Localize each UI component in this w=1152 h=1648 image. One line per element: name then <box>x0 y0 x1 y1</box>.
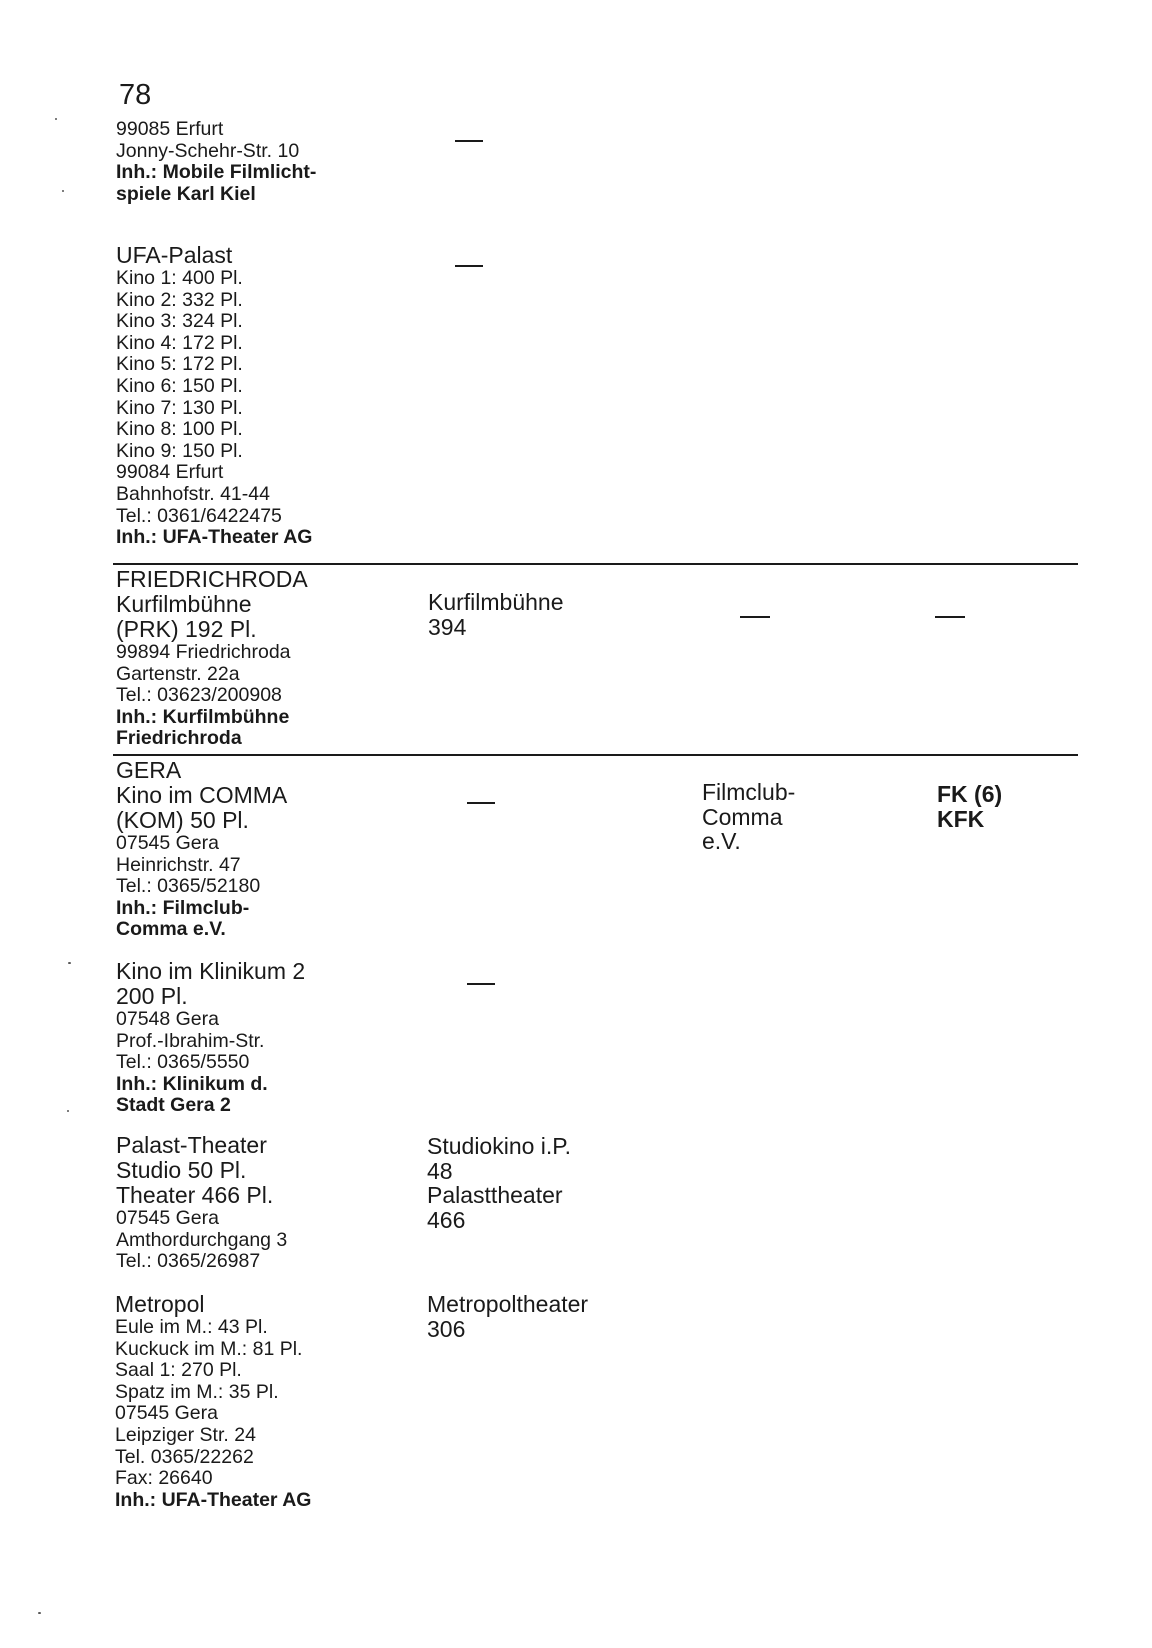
entry-line: Heinrichstr. 47 <box>116 853 241 876</box>
entry-line: Kino 7: 130 Pl. <box>116 396 243 419</box>
entry-line: Leipziger Str. 24 <box>115 1423 256 1446</box>
entry-line: 200 Pl. <box>116 983 188 1009</box>
palast-venue-column <box>427 1134 571 1232</box>
entry-line: Palast-Theater <box>116 1132 267 1158</box>
column-line: Studiokino i.P. <box>427 1133 572 1159</box>
page-number: 78 <box>119 79 152 111</box>
entry-line: Inh.: Klinikum d. <box>116 1072 268 1095</box>
entry-line: Kino 6: 150 Pl. <box>116 374 243 397</box>
entry-line: Friedrichroda <box>116 727 242 750</box>
entry-line: Prof.-Ibrahim-Str. <box>116 1029 265 1052</box>
entry-line: 99085 Erfurt <box>116 118 224 140</box>
entry-gera-metropol <box>115 1292 311 1511</box>
dash-marker <box>467 802 495 804</box>
column-line: KFK <box>937 805 985 832</box>
entry-line: Kino 1: 400 Pl. <box>116 267 243 289</box>
column-line: e.V. <box>702 828 741 854</box>
entry-line: Spatz im M.: 35 Pl. <box>115 1380 279 1403</box>
column-line: Palasttheater <box>427 1182 563 1208</box>
column-line: 466 <box>427 1206 466 1233</box>
entry-line: Kino 4: 172 Pl. <box>116 331 243 354</box>
scan-speck <box>55 118 57 120</box>
dash-marker <box>740 616 770 618</box>
dash-marker <box>455 140 483 142</box>
entry-line: Tel. 0365/22262 <box>115 1445 254 1468</box>
entry-line: Inh.: Mobile Filmlicht- <box>116 161 317 184</box>
entry-line: Inh.: Kurfilmbühne <box>116 705 290 728</box>
entry-gera-klinikum <box>116 959 305 1117</box>
entry-line: Kino 3: 324 Pl. <box>116 310 243 333</box>
entry-line: Tel.: 0365/5550 <box>116 1051 250 1074</box>
entry-line: (PRK) 192 Pl. <box>116 616 257 642</box>
entry-line: Kino im COMMA <box>116 782 288 808</box>
entry-line: 99084 Erfurt <box>116 461 224 484</box>
entry-line: 07545 Gera <box>116 1207 219 1229</box>
entry-line: Kino 5: 172 Pl. <box>116 353 243 376</box>
entry-line: GERA <box>116 757 182 783</box>
section-divider <box>113 754 1078 756</box>
entry-line: 07545 Gera <box>115 1402 218 1425</box>
entry-line: Theater 466 Pl. <box>116 1182 274 1208</box>
entry-line: Saal 1: 270 Pl. <box>115 1359 242 1382</box>
scan-speck <box>62 190 64 192</box>
entry-line: 07548 Gera <box>116 1008 219 1030</box>
entry-ufa-palast <box>116 243 312 549</box>
entry-gera-palast-theater <box>116 1133 287 1273</box>
column-line: 306 <box>427 1315 466 1342</box>
entry-line: Comma e.V. <box>116 918 226 941</box>
entry-friedrichroda <box>116 567 308 750</box>
entry-line: 99894 Friedrichroda <box>116 641 291 663</box>
entry-line: Studio 50 Pl. <box>116 1157 247 1183</box>
entry-line: Kurfilmbühne <box>116 591 252 617</box>
entry-line: UFA-Palast <box>116 242 233 268</box>
column-line: 48 <box>427 1157 453 1184</box>
entry-line: Tel.: 0365/26987 <box>116 1250 261 1273</box>
metropol-venue-column <box>427 1292 588 1341</box>
column-line: Kurfilmbühne <box>428 589 564 615</box>
entry-line: Inh.: Filmclub- <box>116 896 250 919</box>
entry-line: Kuckuck im M.: 81 Pl. <box>115 1337 303 1360</box>
gera-category-column <box>937 782 1002 831</box>
section-divider <box>113 563 1078 565</box>
scan-speck <box>38 1612 41 1614</box>
entry-line: spiele Karl Kiel <box>116 182 256 205</box>
friedrichroda-venue-column <box>428 590 564 639</box>
entry-line: Metropol <box>115 1291 205 1317</box>
entry-erfurt-mobile <box>116 119 316 205</box>
entry-line: Tel.: 0365/52180 <box>116 875 261 898</box>
entry-line: Stadt Gera 2 <box>116 1094 231 1117</box>
entry-line: Kino im Klinikum 2 <box>116 958 306 984</box>
entry-line: 07545 Gera <box>116 832 219 854</box>
entry-line: Bahnhofstr. 41-44 <box>116 482 270 505</box>
dash-marker <box>935 616 965 618</box>
scan-speck <box>67 1110 69 1112</box>
entry-line: Tel.: 0361/6422475 <box>116 504 282 527</box>
column-line: 394 <box>428 613 467 640</box>
entry-line: Kino 8: 100 Pl. <box>116 418 243 441</box>
entry-line: Kino 2: 332 Pl. <box>116 288 243 311</box>
entry-line: Tel.: 03623/200908 <box>116 684 282 707</box>
column-line: Filmclub- <box>702 779 796 805</box>
column-line: Metropoltheater <box>427 1291 589 1317</box>
entry-line: Inh.: UFA-Theater AG <box>115 1488 312 1511</box>
gera-club-column <box>702 780 795 854</box>
entry-line: Kino 9: 150 Pl. <box>116 439 243 462</box>
entry-line: Eule im M.: 43 Pl. <box>115 1316 268 1338</box>
scan-speck <box>68 962 71 964</box>
entry-line: Gartenstr. 22a <box>116 662 240 685</box>
entry-line: FRIEDRICHRODA <box>116 566 308 592</box>
entry-line: Amthordurchgang 3 <box>116 1228 288 1251</box>
column-line: Comma <box>702 803 783 830</box>
entry-gera-comma <box>116 758 287 941</box>
entry-line: Jonny-Schehr-Str. 10 <box>116 139 300 162</box>
entry-line: Inh.: UFA-Theater AG <box>116 526 313 549</box>
dash-marker <box>455 265 483 267</box>
dash-marker <box>467 983 495 985</box>
entry-line: Fax: 26640 <box>115 1467 213 1490</box>
entry-line: (KOM) 50 Pl. <box>116 807 249 833</box>
column-line: FK (6) <box>937 781 1003 807</box>
